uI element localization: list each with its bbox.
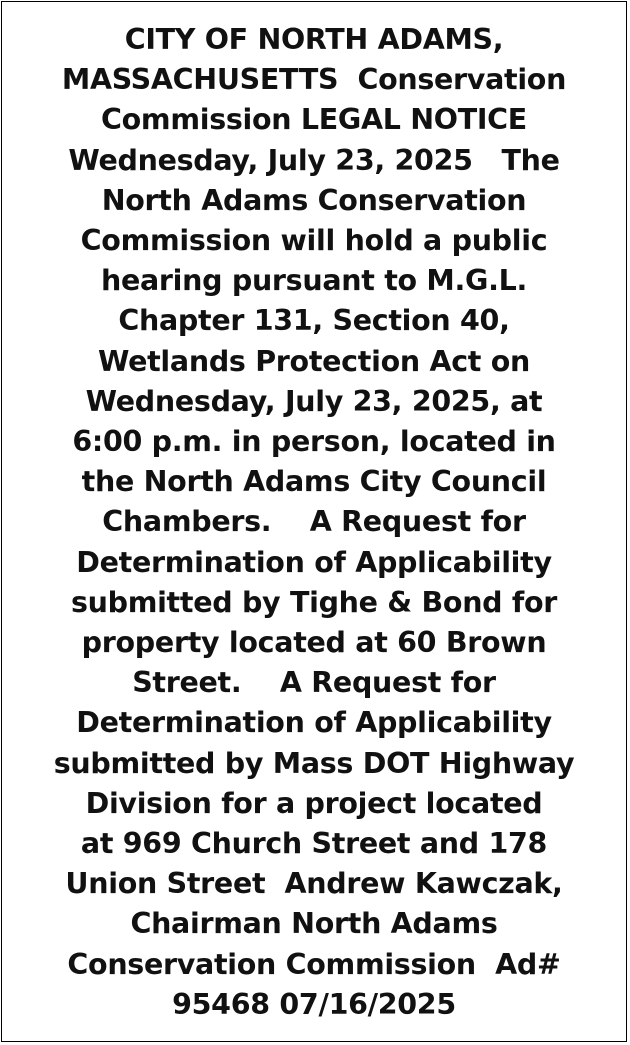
legal-notice-body [0,20,628,1025]
notice-line: at 969 Church Street and 178 [80,827,548,861]
notice-line: Wetlands Protection Act on [97,344,531,378]
notice-line: submitted by Tighe & Bond for [70,585,558,619]
notice-line: 95468 07/16/2025 [172,987,456,1021]
notice-line: CITY OF NORTH ADAMS, [124,23,504,56]
notice-line: MASSACHUSETTS Conservation [61,63,567,97]
notice-line: Wednesday, July 23, 2025, at [85,384,543,418]
notice-line: Chambers. A Request for [102,505,526,539]
notice-line: Wednesday, July 23, 2025 The [68,143,560,177]
notice-line: Commission will hold a public [80,224,548,258]
notice-line: Chairman North Adams [130,907,498,941]
notice-line: Division for a project located [85,786,543,820]
notice-line: Street. A Request for [132,666,496,700]
notice-line: 6:00 p.m. in person, located in [72,425,556,459]
notice-line: hearing pursuant to M.G.L. [100,264,528,298]
notice-line: property located at 60 Brown [81,626,547,660]
notice-line: Commission LEGAL NOTICE [101,103,527,137]
notice-line: Determination of Applicability [76,545,552,579]
notice-line: Conservation Commission Ad# [67,947,561,981]
notice-line: North Adams Conservation [101,183,527,217]
notice-line: Union Street Andrew Kawczak, [65,867,563,901]
notice-line: the North Adams City Council [81,465,547,499]
notice-line: Determination of Applicability [76,706,552,740]
notice-line: submitted by Mass DOT Highway [53,746,575,780]
notice-line: Chapter 131, Section 40, [118,304,510,338]
